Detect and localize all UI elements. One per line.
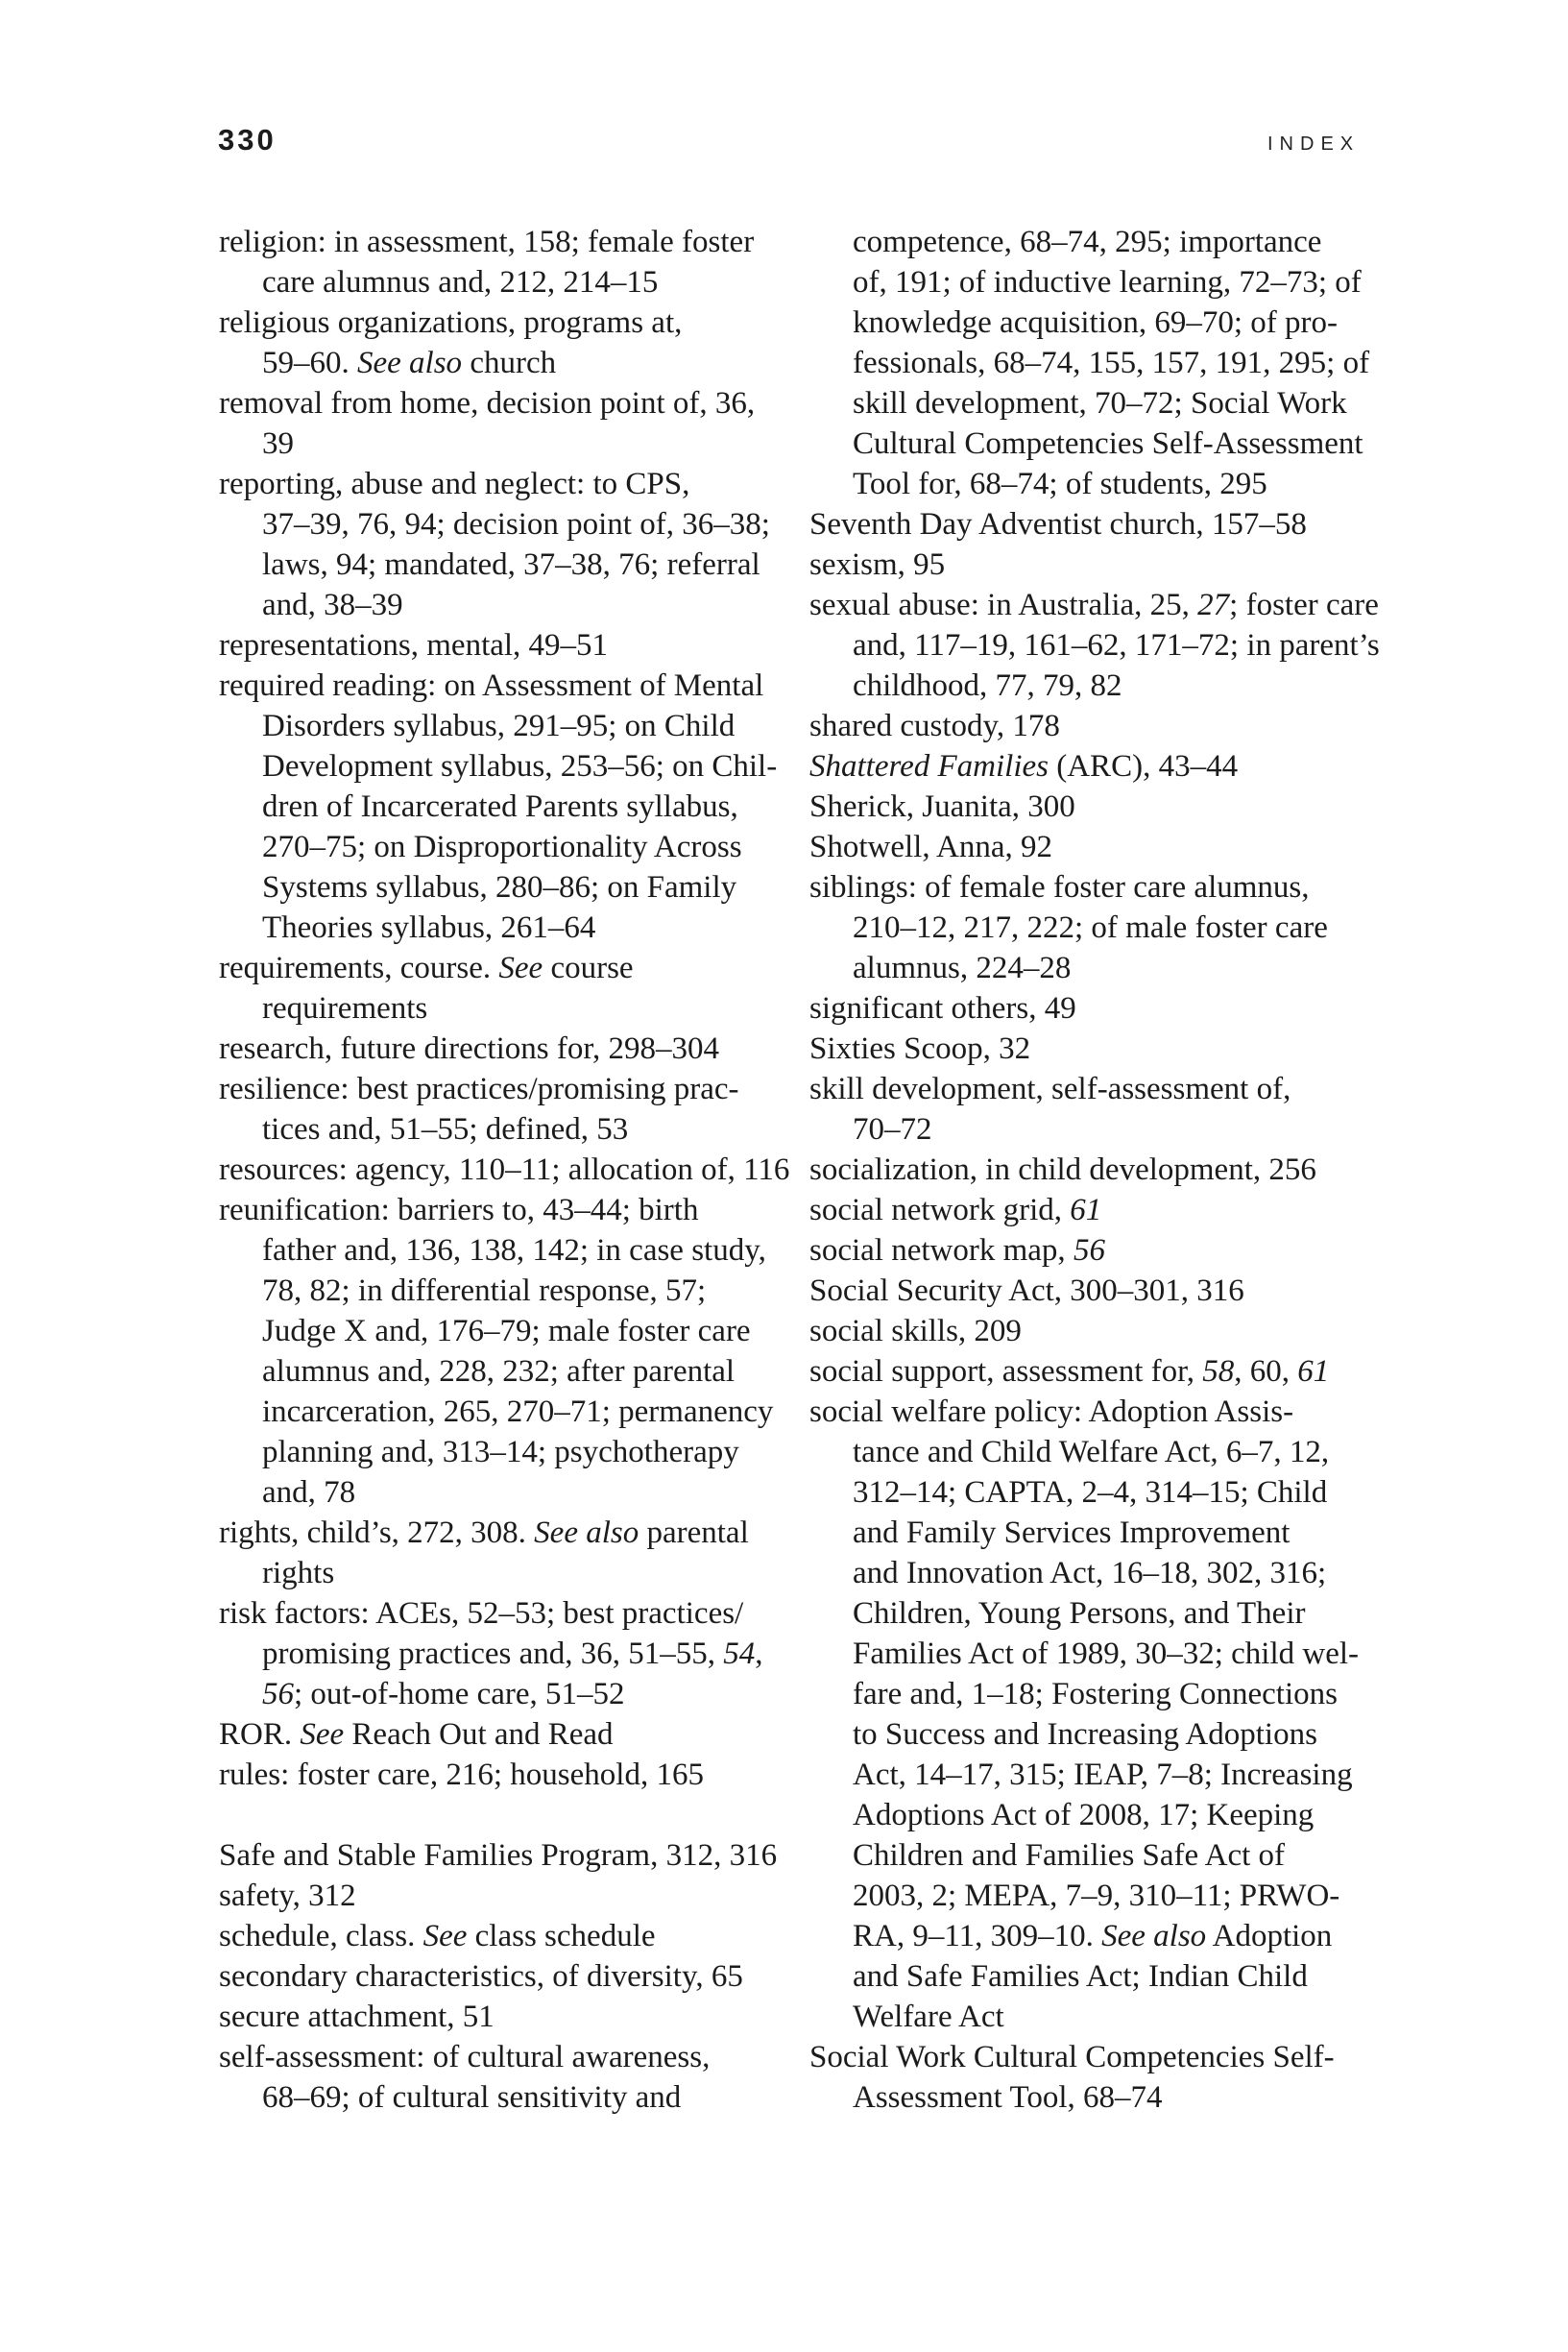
index-text-segment: religion: in assessment, 158; female foster [219, 225, 755, 259]
index-line [219, 1513, 795, 1553]
index-line [219, 424, 795, 464]
index-text-segment: socialization, in child development, 256 [809, 1152, 1316, 1187]
index-line [809, 383, 1386, 424]
index-line [219, 1876, 795, 1916]
index-entry [809, 1029, 1386, 1069]
index-text-segment: ROR. [219, 1717, 301, 1752]
index-entry [219, 1593, 795, 1714]
index-entry [809, 746, 1386, 787]
index-text-segment: ; foster care [1229, 588, 1379, 622]
index-text-segment: 70–72 [853, 1112, 932, 1147]
index-text-segment: 59–60. [262, 346, 357, 380]
index-text-segment: Assessment Tool, 68–74 [853, 2080, 1163, 2115]
index-text-segment: requirements, course. [219, 951, 499, 985]
index-entry [219, 2037, 795, 2118]
index-text-segment: Seventh Day Adventist church, 157–58 [809, 507, 1307, 542]
index-text-segment: and, 117–19, 161–62, 171–72; in parent’s [853, 628, 1380, 663]
index-text-segment: schedule, class. [219, 1919, 423, 1953]
index-text-segment: Adoptions Act of 2008, 17; Keeping [853, 1798, 1315, 1832]
index-line [809, 504, 1386, 545]
index-text-segment: tance and Child Welfare Act, 6–7, 12, [853, 1435, 1330, 1469]
index-entry [219, 1956, 795, 1997]
index-line [809, 1190, 1386, 1230]
index-text-segment: planning and, 313–14; psychotherapy [262, 1435, 739, 1469]
index-line [809, 1553, 1386, 1593]
index-entry [809, 787, 1386, 827]
index-entry [809, 1311, 1386, 1351]
index-text-segment: and Family Services Improvement [853, 1515, 1291, 1550]
index-line [219, 464, 795, 504]
index-text-segment: promising practices and, 36, 51–55, [262, 1637, 724, 1671]
index-text-segment: See also [534, 1515, 639, 1550]
index-line [809, 1150, 1386, 1190]
index-line [809, 908, 1386, 948]
index-line [809, 1029, 1386, 1069]
index-entry [219, 1513, 795, 1593]
index-text-segment: social skills, 209 [809, 1314, 1022, 1348]
index-line [219, 1432, 795, 1472]
index-text-segment: Systems syllabus, 280–86; on Family [262, 870, 737, 905]
index-line [219, 1755, 795, 1795]
index-text-segment: Shattered Families [809, 749, 1049, 784]
index-text-segment: ; out-of-home care, 51–52 [294, 1677, 625, 1711]
index-text-segment: siblings: of female foster care alumnus, [809, 870, 1310, 905]
index-text-segment: incarceration, 265, 270–71; permanency [262, 1394, 774, 1429]
index-text-segment: rights, child’s, 272, 308. [219, 1515, 535, 1550]
index-line [809, 1876, 1386, 1916]
index-text-segment: See [422, 1919, 468, 1953]
index-text-segment: alumnus, 224–28 [853, 951, 1072, 985]
index-line [809, 988, 1386, 1029]
index-text-segment: rules: foster care, 216; household, 165 [219, 1758, 704, 1792]
index-line [809, 948, 1386, 988]
index-line [809, 222, 1386, 262]
index-text-segment: 56 [262, 1677, 294, 1711]
index-line [809, 867, 1386, 908]
index-entry [809, 545, 1386, 585]
index-text-segment: See [300, 1717, 345, 1752]
index-text-segment: 2003, 2; MEPA, 7–9, 310–11; PRWO- [853, 1879, 1340, 1913]
index-text-segment: requirements [262, 991, 428, 1026]
index-text-segment: 78, 82; in differential response, 57; [262, 1273, 707, 1308]
index-entry [219, 303, 795, 383]
index-entry [219, 383, 795, 464]
index-line [219, 1069, 795, 1109]
index-text-segment: Adoption [1206, 1919, 1333, 1953]
index-text-segment: required reading: on Assessment of Mental [219, 668, 764, 703]
index-entry [219, 1714, 795, 1755]
index-text-segment: , 60, [1234, 1354, 1298, 1389]
index-line [219, 1150, 795, 1190]
index-entry [219, 464, 795, 625]
index-text-segment: competence, 68–74, 295; importance [853, 225, 1322, 259]
index-line [219, 1351, 795, 1392]
index-text-segment: removal from home, decision point of, 36, [219, 386, 756, 421]
index-entry [809, 504, 1386, 545]
index-line [809, 1593, 1386, 1634]
index-text-segment: significant others, 49 [809, 991, 1076, 1026]
index-line [219, 988, 795, 1029]
page-number: 330 [218, 123, 277, 157]
index-text-segment: Disorders syllabus, 291–95; on Child [262, 709, 736, 743]
index-line [219, 504, 795, 545]
index-text-segment: Tool for, 68–74; of students, 295 [853, 467, 1267, 501]
index-text-segment: resilience: best practices/promising prac- [219, 1072, 739, 1106]
index-text-segment: and, 38–39 [262, 588, 403, 622]
index-line [219, 1230, 795, 1271]
index-line [219, 383, 795, 424]
index-text-segment: sexism, 95 [809, 547, 946, 582]
index-text-segment: fessionals, 68–74, 155, 157, 191, 295; of [853, 346, 1370, 380]
index-line [219, 1029, 795, 1069]
index-line [219, 908, 795, 948]
index-text-segment: of, 191; of inductive learning, 72–73; of [853, 265, 1362, 300]
index-line [219, 1956, 795, 1997]
index-line [809, 1795, 1386, 1835]
index-text-segment: social support, assessment for, [809, 1354, 1203, 1389]
index-line [219, 867, 795, 908]
index-entry [219, 1069, 795, 1150]
index-entry [809, 1069, 1386, 1150]
index-line [809, 1916, 1386, 1956]
index-line [219, 1674, 795, 1714]
index-text-segment: representations, mental, 49–51 [219, 628, 609, 663]
index-line [219, 1916, 795, 1956]
column-right [809, 222, 1386, 2118]
index-line [809, 1271, 1386, 1311]
index-entry [219, 1190, 795, 1513]
index-text-segment: Sixties Scoop, 32 [809, 1031, 1031, 1066]
index-text-segment: See also [357, 346, 463, 380]
index-text-segment: skill development, 70–72; Social Work [853, 386, 1347, 421]
index-text-segment: sexual abuse: in Australia, 25, [809, 588, 1198, 622]
index-line [219, 303, 795, 343]
index-line [219, 2077, 795, 2118]
index-line [809, 262, 1386, 303]
index-entry [219, 1755, 795, 1795]
index-line [809, 1755, 1386, 1795]
index-line [219, 666, 795, 706]
index-entry [219, 666, 795, 948]
index-text-segment: social network grid, [809, 1193, 1071, 1227]
index-line [809, 424, 1386, 464]
index-text-segment: 270–75; on Disproportionality Across [262, 830, 742, 864]
index-line [809, 1109, 1386, 1150]
index-text-segment: Shotwell, Anna, 92 [809, 830, 1052, 864]
index-text-segment: class schedule [467, 1919, 656, 1953]
index-entry [219, 1029, 795, 1069]
index-line [809, 625, 1386, 666]
index-text-segment: (ARC), 43–44 [1048, 749, 1239, 784]
index-text-segment: 27 [1197, 588, 1230, 622]
index-line [809, 1432, 1386, 1472]
index-text-segment: Children, Young Persons, and Their [853, 1596, 1306, 1631]
index-entry [809, 706, 1386, 746]
index-entry [809, 1392, 1386, 2037]
index-text-segment: secure attachment, 51 [219, 2000, 495, 2034]
index-entry [219, 1876, 795, 1916]
index-line [809, 1351, 1386, 1392]
index-text-segment: RA, 9–11, 309–10. [853, 1919, 1102, 1953]
index-text-segment: laws, 94; mandated, 37–38, 76; referral [262, 547, 760, 582]
index-line [219, 545, 795, 585]
index-entry [809, 1351, 1386, 1392]
index-line [219, 585, 795, 625]
index-text-segment: 68–69; of cultural sensitivity and [262, 2080, 682, 2115]
index-text-segment: , [755, 1637, 763, 1671]
index-entry [809, 1190, 1386, 1230]
index-line [809, 787, 1386, 827]
index-text-segment: alumnus and, 228, 232; after parental [262, 1354, 736, 1389]
index-line [809, 1513, 1386, 1553]
index-line [219, 1472, 795, 1513]
index-text-segment: father and, 136, 138, 142; in case study, [262, 1233, 766, 1268]
index-text-segment: Sherick, Juanita, 300 [809, 789, 1075, 824]
index-text-segment: to Success and Increasing Adoptions [853, 1717, 1317, 1752]
index-line [809, 1634, 1386, 1674]
index-line [809, 1956, 1386, 1997]
index-text-segment: safety, 312 [219, 1879, 356, 1913]
index-line [219, 1271, 795, 1311]
index-text-segment: reunification: barriers to, 43–44; birth [219, 1193, 699, 1227]
index-text-segment: childhood, 77, 79, 82 [853, 668, 1122, 703]
index-text-segment: Social Security Act, 300–301, 316 [809, 1273, 1244, 1308]
index-text-segment: and Innovation Act, 16–18, 302, 316; [853, 1556, 1327, 1590]
index-text-segment: and Safe Families Act; Indian Child [853, 1959, 1308, 1994]
index-entry [219, 948, 795, 1029]
index-text-segment: 54 [723, 1637, 756, 1671]
index-text-segment: resources: agency, 110–11; allocation of, 116 [219, 1152, 790, 1187]
index-text-segment: church [462, 346, 557, 380]
index-text-segment: reporting, abuse and neglect: to CPS, [219, 467, 690, 501]
index-text-segment: Safe and Stable Families Program, 312, 316 [219, 1838, 778, 1873]
index-text-segment: knowledge acquisition, 69–70; of pro- [853, 305, 1338, 340]
index-text-segment: and, 78 [262, 1475, 356, 1510]
index-text-segment: Children and Families Safe Act of [853, 1838, 1285, 1873]
index-text-segment: 210–12, 217, 222; of male foster care [853, 910, 1328, 945]
index-text-segment: 39 [262, 426, 294, 461]
index-text-segment: skill development, self-assessment of, [809, 1072, 1291, 1106]
index-text-segment: parental [639, 1515, 749, 1550]
index-line [809, 1069, 1386, 1109]
index-entry [809, 222, 1386, 504]
index-text-segment: Cultural Competencies Self-Assessment [853, 426, 1363, 461]
index-text-segment: See [498, 951, 543, 985]
index-line [809, 1392, 1386, 1432]
index-text-segment: Families Act of 1989, 30–32; child wel- [853, 1637, 1360, 1671]
index-text-segment: 61 [1297, 1354, 1330, 1389]
index-text-segment: 56 [1073, 1233, 1105, 1268]
index-line [809, 343, 1386, 383]
index-text-segment: See also [1101, 1919, 1207, 1953]
index-entry [219, 625, 795, 666]
index-entry [809, 1150, 1386, 1190]
index-text-segment: dren of Incarcerated Parents syllabus, [262, 789, 738, 824]
index-text-segment: 58 [1202, 1354, 1235, 1389]
index-line [219, 1392, 795, 1432]
index-line [809, 585, 1386, 625]
index-line [809, 1230, 1386, 1271]
index-entry [809, 1230, 1386, 1271]
index-entry [809, 585, 1386, 706]
index-line [809, 303, 1386, 343]
index-line [219, 1311, 795, 1351]
index-text-segment: social welfare policy: Adoption Assis- [809, 1394, 1294, 1429]
index-line [219, 1109, 795, 1150]
index-line [809, 2077, 1386, 2118]
index-line [219, 1593, 795, 1634]
index-entry [219, 222, 795, 303]
index-line [219, 1714, 795, 1755]
index-line [219, 948, 795, 988]
index-text-segment: research, future directions for, 298–304 [219, 1031, 719, 1066]
running-head-index: INDEX [1267, 133, 1361, 155]
index-line [219, 1835, 795, 1876]
index-line [219, 1634, 795, 1674]
index-text-segment: 312–14; CAPTA, 2–4, 314–15; Child [853, 1475, 1328, 1510]
index-text-segment: Theories syllabus, 261–64 [262, 910, 596, 945]
index-text-segment: Act, 14–17, 315; IEAP, 7–8; Increasing [853, 1758, 1353, 1792]
index-line [219, 706, 795, 746]
index-text-segment: Development syllabus, 253–56; on Chil- [262, 749, 778, 784]
index-line [219, 625, 795, 666]
index-line [219, 1190, 795, 1230]
index-line [219, 746, 795, 787]
index-entry [809, 988, 1386, 1029]
index-entry [219, 1150, 795, 1190]
index-entry [219, 1835, 795, 1876]
index-text-segment: Judge X and, 176–79; male foster care [262, 1314, 751, 1348]
index-entry [809, 827, 1386, 867]
index-line [219, 1553, 795, 1593]
index-line [809, 706, 1386, 746]
index-line [809, 1714, 1386, 1755]
index-entry [809, 867, 1386, 988]
index-text-segment: risk factors: ACEs, 52–53; best practices/ [219, 1596, 744, 1631]
index-entry [809, 2037, 1386, 2118]
index-text-segment: care alumnus and, 212, 214–15 [262, 265, 659, 300]
index-text-segment: course [543, 951, 634, 985]
index-text-segment: self-assessment: of cultural awareness, [219, 2040, 711, 2074]
index-line [809, 1835, 1386, 1876]
index-text-segment: Reach Out and Read [344, 1717, 614, 1752]
index-text-segment: secondary characteristics, of diversity, 65 [219, 1959, 743, 1994]
index-text-segment: 61 [1070, 1193, 1102, 1227]
index-text-segment: tices and, 51–55; defined, 53 [262, 1112, 629, 1147]
column-left [219, 222, 795, 2118]
index-entry [219, 1997, 795, 2037]
index-line [809, 746, 1386, 787]
index-line [219, 343, 795, 383]
index-text-segment: fare and, 1–18; Fostering Connections [853, 1677, 1338, 1711]
index-line [809, 1311, 1386, 1351]
index-line [219, 222, 795, 262]
index-line [219, 2037, 795, 2077]
index-entry [809, 1271, 1386, 1311]
index-text-segment: Social Work Cultural Competencies Self- [809, 2040, 1335, 2074]
index-line [809, 1674, 1386, 1714]
index-text-segment: 37–39, 76, 94; decision point of, 36–38; [262, 507, 770, 542]
index-text-segment: Welfare Act [853, 2000, 1004, 2034]
index-line [809, 666, 1386, 706]
index-text-segment: rights [262, 1556, 335, 1590]
index-line [219, 262, 795, 303]
index-line [219, 1997, 795, 2037]
index-line [809, 464, 1386, 504]
index-line [809, 1997, 1386, 2037]
index-text-segment: social network map, [809, 1233, 1073, 1268]
index-entry [219, 1916, 795, 1956]
index-line [809, 2037, 1386, 2077]
index-line [809, 1472, 1386, 1513]
index-text-segment: religious organizations, programs at, [219, 305, 683, 340]
index-line [809, 545, 1386, 585]
index-text-segment: shared custody, 178 [809, 709, 1060, 743]
index-line [809, 827, 1386, 867]
index-line [219, 787, 795, 827]
index-line [219, 827, 795, 867]
